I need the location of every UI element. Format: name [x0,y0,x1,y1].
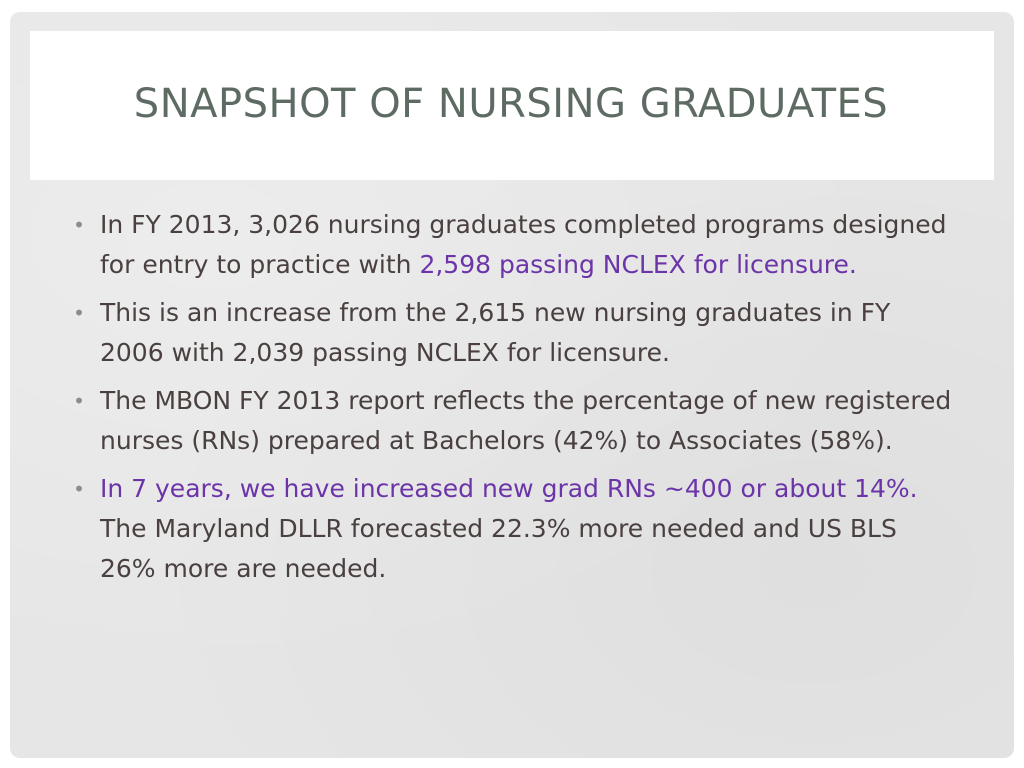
bullet-icon: • [73,477,85,501]
bullet-1-highlight: 2,598 passing NCLEX for licensure. [419,250,857,279]
bullet-1-text: In FY 2013, 3,026 nursing graduates completed programs designed for entry to practice with [100,210,947,279]
bullet-item-4 [72,469,952,589]
bullet-icon: • [73,389,85,413]
bullet-4-text: The Maryland DLLR forecasted 22.3% more needed and US BLS 26% more are needed. [100,474,934,583]
title-frame [30,31,994,180]
bullet-list [72,205,952,589]
bullet-icon: • [73,301,85,325]
slide-title: SNAPSHOT OF NURSING GRADUATES [133,81,889,127]
bullet-item-3 [72,381,952,461]
bullet-2-text: This is an increase from the 2,615 new nursing graduates in FY 2006 with 2,039 passing NCLEX for licensure. [100,298,891,367]
title-box [42,43,980,165]
slide [10,12,1014,758]
slide-content [72,205,952,597]
bullet-3-text: The MBON FY 2013 report reflects the percentage of new registered nurses (RNs) prepared at Bachelors (42%) to Associates (58%). [100,386,952,455]
bullet-item-1 [72,205,952,285]
bullet-item-2 [72,293,952,373]
bullet-icon: • [73,213,85,237]
bullet-4-highlight: In 7 years, we have increased new grad RNs ~400 or about 14%. [100,474,918,503]
